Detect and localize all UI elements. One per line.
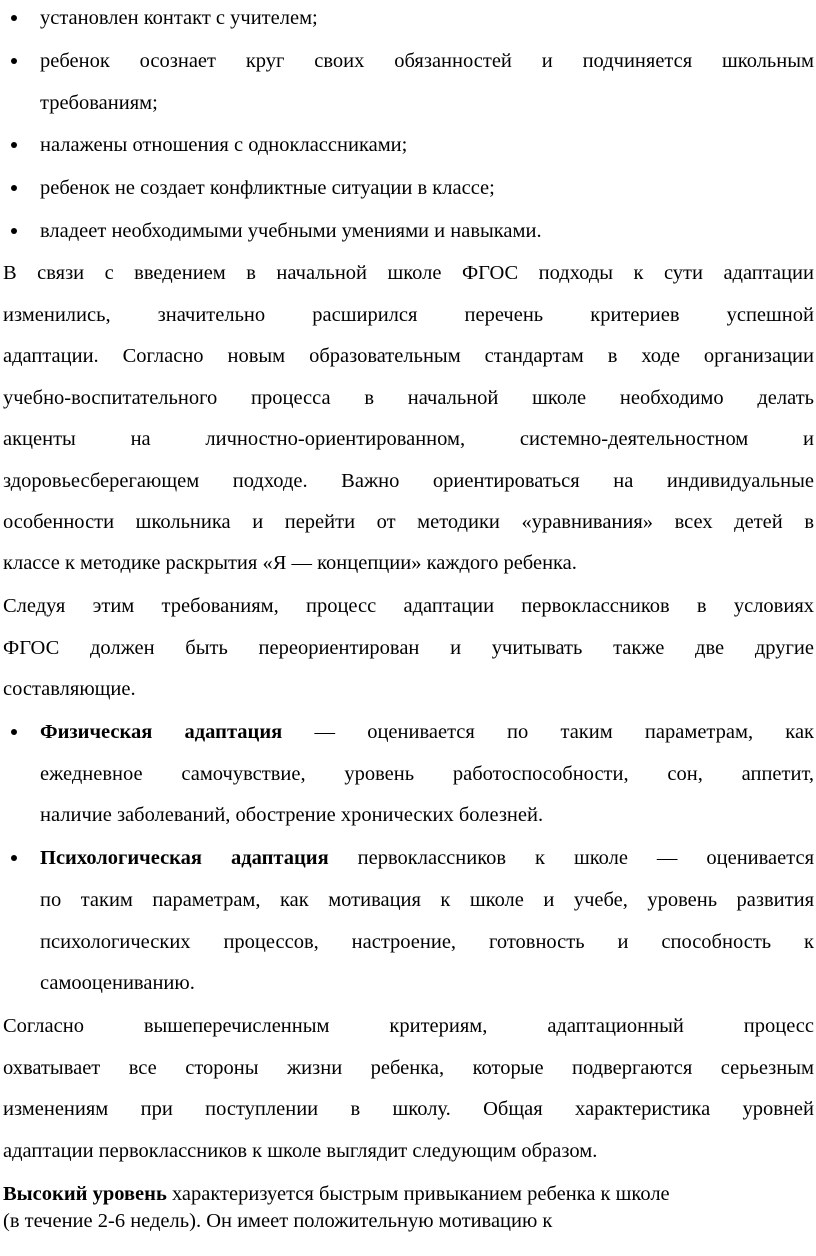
- paragraph-line: Согласно вышеперечисленным критериям, адаптационный процесс: [3, 1015, 814, 1037]
- list-item: [40, 844, 814, 872]
- list-item-continuation: психологических процессов, настроение, готовность и способность к: [40, 931, 814, 953]
- list-item: ребенок не создает конфликтные ситуации в классе;: [40, 177, 495, 199]
- list-item: ребенок осознает круг своих обязанностей и подчиняется школьным: [40, 50, 814, 72]
- paragraph-line: ФГОС должен быть переориентирован и учитывать также две другие: [3, 637, 814, 659]
- bullet-dot: [11, 185, 17, 191]
- list-item-continuation: требованиям;: [40, 92, 158, 114]
- list-item-text: первоклассников к школе — оценивается: [328, 847, 814, 869]
- term-psych: Психологическая адаптация: [40, 847, 329, 869]
- paragraph-line: изменениям при поступлении в школу. Общая характеристика уровней: [3, 1098, 814, 1120]
- bullet-dot: [11, 142, 17, 148]
- paragraph-text: характеризуется быстрым привыканием ребенка к школе: [166, 1183, 670, 1205]
- list-item-text: — оценивается по таким параметрам, как: [282, 721, 815, 743]
- term-high-level: Высокий уровень: [3, 1183, 167, 1205]
- list-item: налажены отношения с одноклассниками;: [40, 134, 408, 156]
- paragraph-line: адаптации первоклассников к школе выглядит следующим образом.: [3, 1140, 598, 1162]
- paragraph-line: [3, 1180, 814, 1208]
- paragraph-line: адаптации. Согласно новым образовательным стандартам в ходе организации: [3, 345, 814, 367]
- bullet-dot: [11, 855, 17, 861]
- paragraph-line: классе к методике раскрытия «Я — концепции» каждого ребенка.: [3, 552, 577, 574]
- paragraph-line: охватывает все стороны жизни ребенка, которые подвергаются серьезным: [3, 1057, 814, 1079]
- paragraph-line: учебно-воспитательного процесса в начальной школе необходимо делать: [3, 387, 814, 409]
- list-item: установлен контакт с учителем;: [40, 7, 318, 29]
- list-item: владеет необходимыми учебными умениями и навыками.: [40, 220, 542, 242]
- bullet-dot: [11, 15, 17, 21]
- bullet-dot: [11, 58, 17, 64]
- paragraph-line: (в течение 2-6 недель). Он имеет положительную мотивацию к: [3, 1210, 553, 1232]
- list-item: [40, 718, 814, 746]
- list-item-continuation: по таким параметрам, как мотивация к школе и учебе, уровень развития: [40, 889, 814, 911]
- paragraph-line: В связи с введением в начальной школе ФГОС подходы к сути адаптации: [3, 262, 814, 284]
- paragraph-line: акценты на личностно-ориентированном, системно-деятельностном и: [3, 428, 814, 450]
- list-item-continuation: наличие заболеваний, обострение хронических болезней.: [40, 804, 544, 826]
- term-physical: Физическая адаптация: [40, 721, 283, 743]
- list-item-continuation: самооцениванию.: [40, 972, 195, 994]
- paragraph-line: Следуя этим требованиям, процесс адаптации первоклассников в условиях: [3, 595, 814, 617]
- paragraph-line: изменились, значительно расширился перечень критериев успешной: [3, 304, 814, 326]
- paragraph-line: особенности школьника и перейти от методики «уравнивания» всех детей в: [3, 511, 814, 533]
- list-item-continuation: ежедневное самочувствие, уровень работоспособности, сон, аппетит,: [40, 763, 814, 785]
- paragraph-line: здоровьесберегающем подходе. Важно ориентироваться на индивидуальные: [3, 470, 814, 492]
- paragraph-line: составляющие.: [3, 678, 136, 700]
- bullet-dot: [11, 729, 17, 735]
- bullet-dot: [11, 228, 17, 234]
